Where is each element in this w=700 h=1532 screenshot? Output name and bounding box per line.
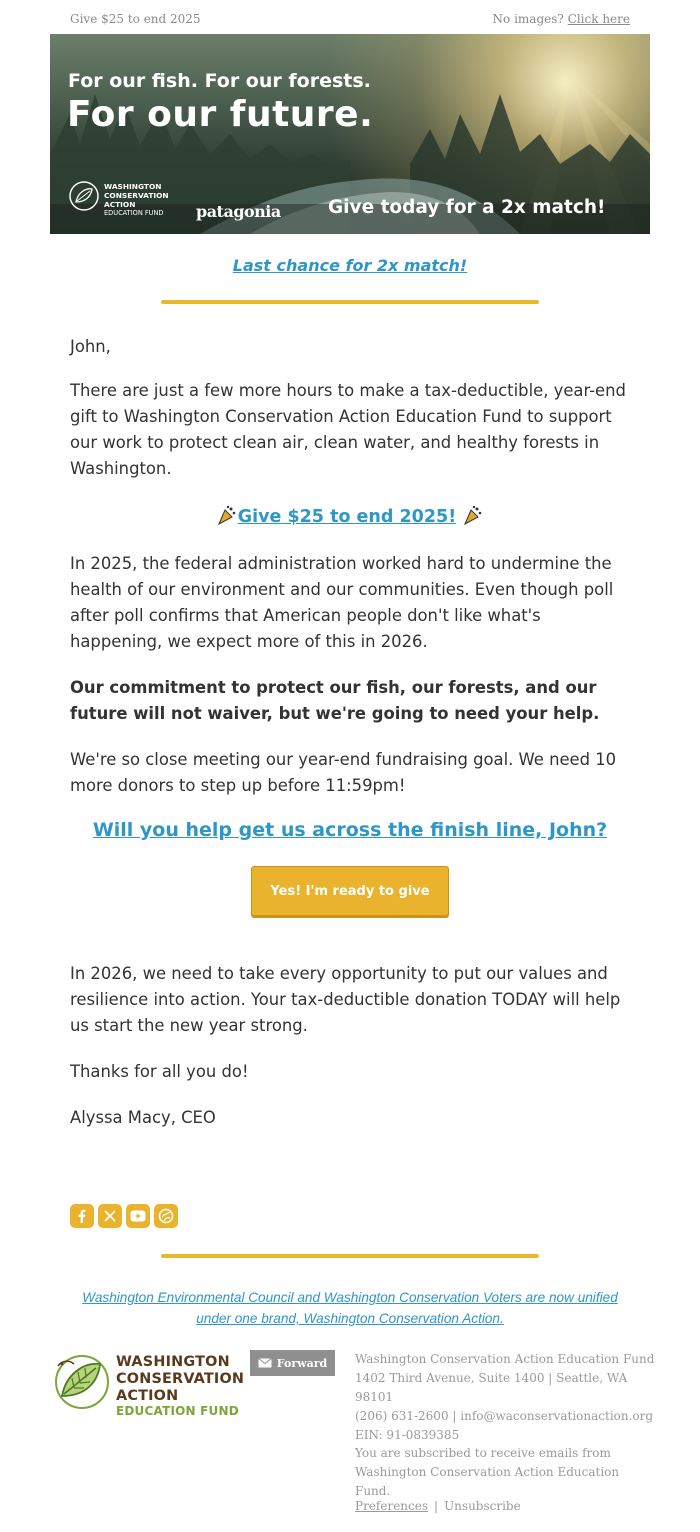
paragraph-federal: In 2025, the federal administration worked hard to undermine the health of our environment and our communities. Even though poll after poll confirms that American people don't like what's happening, we expect more of this in 2026.	[70, 554, 614, 651]
party-popper-icon	[462, 504, 484, 526]
last-chance-link[interactable]: Last chance for 2x match!	[232, 256, 468, 275]
footer-ein: EIN: 91-0839385	[355, 1428, 460, 1442]
footer-links	[355, 1497, 655, 1516]
unified-notice	[60, 1287, 640, 1329]
footer-address: 1402 Third Avenue, Suite 1400 | Seattle, WA 98101	[355, 1371, 628, 1404]
footer-org-logo	[52, 1350, 245, 1424]
last-chance-header	[50, 256, 650, 275]
social-links	[70, 1204, 178, 1228]
hero-logo-line3: ACTION	[104, 200, 136, 209]
footer-logo-sub: EDUCATION FUND	[116, 1404, 239, 1418]
footer-subscribed-line2: Washington Conservation Action Education Fund.	[355, 1465, 620, 1498]
unified-notice-line2: under one brand, Washington Conservation Action.	[196, 1311, 504, 1326]
preheader-no-images	[493, 12, 630, 26]
youtube-icon[interactable]	[126, 1204, 150, 1228]
partner-logo: patagonia	[196, 202, 281, 221]
preheader	[70, 12, 630, 28]
footer-org-name: Washington Conservation Action Education Fund	[355, 1352, 655, 1366]
leaf-fish-icon	[68, 180, 100, 212]
footer-contact: (206) 631-2600 | info@waconservationaction.org	[355, 1409, 654, 1423]
hero-logo-line1: WASHINGTON	[104, 182, 162, 191]
footer-logo-line2: CONSERVATION	[116, 1371, 245, 1387]
paragraph-commitment: Our commitment to protect our fish, our forests, and our future will not waiver, but we're going to need your help.	[70, 678, 600, 723]
preheader-text: Give $25 to end 2025	[70, 12, 201, 26]
gold-divider-top	[161, 300, 539, 304]
hero-match-text: Give today for a 2x match!	[328, 197, 606, 218]
finish-line-header	[50, 819, 650, 841]
hero-logo-text	[104, 182, 169, 218]
facebook-icon[interactable]	[70, 1204, 94, 1228]
hero-headline-1: For our fish. For our forests.	[68, 70, 371, 92]
footer-subscribed-line1: You are subscribed to receive emails from	[355, 1446, 611, 1460]
website-icon[interactable]	[154, 1204, 178, 1228]
footer-logo-line1: WASHINGTON	[116, 1354, 230, 1370]
footer-address-block	[355, 1350, 655, 1445]
no-images-label: No images?	[492, 12, 564, 26]
forward-button[interactable]	[250, 1350, 335, 1376]
unsubscribe-link[interactable]: Unsubscribe	[444, 1499, 521, 1513]
paragraph-intro: There are just a few more hours to make a tax-deductible, year-end gift to Washington Conservation Action Education Fund to support our work to protect clean air, clean water, and healthy forests in Washington.	[70, 381, 626, 478]
donate-button[interactable]: Yes! I'm ready to give	[251, 866, 449, 916]
party-popper-icon	[216, 504, 238, 526]
give-25-line	[50, 504, 650, 527]
preferences-link[interactable]: Preferences	[355, 1499, 429, 1513]
thanks-line: Thanks for all you do!	[70, 1062, 249, 1081]
hero-logo-line4: EDUCATION FUND	[104, 209, 164, 217]
hero-headline-2: For our future.	[67, 94, 374, 135]
unified-notice-link[interactable]	[82, 1290, 618, 1326]
x-icon[interactable]	[98, 1204, 122, 1228]
greeting: John,	[70, 337, 111, 356]
hero-logo-line2: CONSERVATION	[104, 191, 169, 200]
hero-org-logo	[68, 180, 178, 220]
paragraph-goal: We're so close meeting our year-end fundraising goal. We need 10 more donors to step up before 11:59pm!	[70, 750, 617, 795]
finish-line-link[interactable]: Will you help get us across the finish line, John?	[92, 819, 608, 841]
footer-logo-text	[116, 1354, 244, 1405]
footer-link-separator: |	[434, 1499, 439, 1513]
hero-banner[interactable]	[50, 34, 650, 234]
footer-subscription-note	[355, 1444, 655, 1501]
gold-divider-bottom	[161, 1254, 539, 1258]
forward-label: Forward	[276, 1356, 328, 1370]
footer-logo-line3: ACTION	[116, 1388, 179, 1404]
give-25-link[interactable]: Give $25 to end 2025!	[237, 507, 457, 527]
unified-notice-line1: Washington Environmental Council and Washington Conservation Voters are now unified	[82, 1290, 618, 1305]
leaf-fish-logo-icon	[52, 1352, 112, 1412]
click-here-link[interactable]: Click here	[567, 12, 630, 26]
signature: Alyssa Macy, CEO	[70, 1108, 216, 1127]
paragraph-2026: In 2026, we need to take every opportunity to put our values and resilience into action. Your tax-deductible donation TODAY will help us start the new year strong.	[70, 964, 621, 1035]
envelope-icon	[258, 1358, 272, 1368]
